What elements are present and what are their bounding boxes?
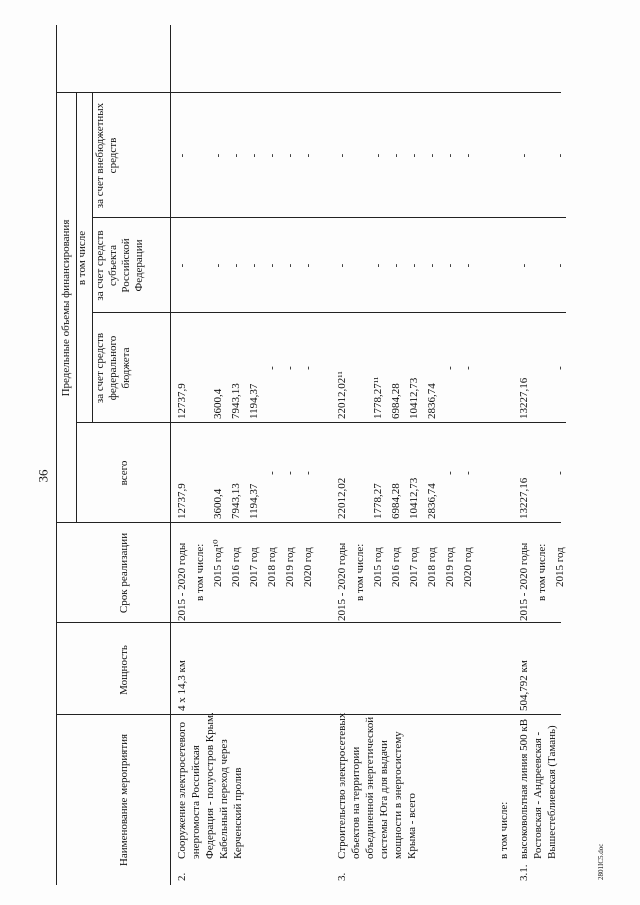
row-name-line: объединенной энергетической (364, 716, 376, 859)
row-period: 2016 год (230, 547, 242, 587)
header-name: Наименование мероприятия (118, 733, 130, 867)
row-name-line: энергомоста Российская (190, 745, 202, 859)
header-including: в том числе (76, 230, 88, 286)
row-total-value: 6984,28 (390, 483, 402, 519)
header-limits-border (76, 93, 77, 523)
row-period: 2017 год (248, 547, 260, 587)
row-extra-value: - (230, 153, 242, 158)
row-extra-value: - (302, 153, 314, 158)
row-regional-value: - (302, 263, 314, 268)
row-period: в том числе: (536, 543, 548, 601)
row-period: 2020 год (302, 547, 314, 587)
table-top-border (56, 25, 57, 885)
row-period: 2018 год (426, 547, 438, 587)
row-total-value: - (444, 471, 456, 475)
row-extra-value: - (462, 153, 474, 158)
column-divider (56, 522, 561, 523)
row-regional-value: - (176, 263, 188, 268)
row-regional-value: - (518, 263, 530, 268)
row-total-value: - (554, 471, 566, 475)
header-including-border (92, 93, 93, 423)
row-period: в том числе: (354, 543, 366, 601)
page-number: 36 (35, 469, 51, 483)
row-name-line: Керченский пролив (232, 767, 244, 859)
row-federal-value: 1194,37 (248, 383, 260, 419)
row-federal-value: - (444, 366, 456, 370)
row-capacity: 504,792 км (518, 660, 530, 711)
row-total-value: 12737,9 (176, 483, 188, 519)
column-divider (56, 714, 561, 715)
row-name-line: Крыма - всего (406, 793, 418, 859)
row-regional-value: - (284, 263, 296, 268)
row-federal-value: 1778,27¹¹ (372, 376, 384, 419)
row-regional-value: - (336, 263, 348, 268)
row-total-value: - (266, 471, 278, 475)
row-period: в том числе: (194, 543, 206, 601)
row-federal-value: 6984,28 (390, 383, 402, 419)
row-federal-value: 13227,16 (518, 377, 530, 419)
header-bottom-border (170, 25, 171, 885)
row-extra-value: - (284, 153, 296, 158)
row-period: 2019 год (284, 547, 296, 587)
row-regional-value: - (248, 263, 260, 268)
row-regional-value: - (426, 263, 438, 268)
row-extra-value: - (372, 153, 384, 158)
column-divider (56, 92, 561, 93)
column-divider (56, 622, 561, 623)
header-capacity: Мощность (118, 645, 130, 695)
row-period: 2017 год (408, 547, 420, 587)
row-extra-value: - (248, 153, 260, 158)
footer-code: 2801IC5.doc (597, 843, 605, 880)
row-total-value: 3600,4 (212, 488, 224, 519)
row-regional-value: - (212, 263, 224, 268)
row-extra-value: - (390, 153, 402, 158)
row-name-line: Сооружение электросетевого (176, 721, 188, 859)
row-name-line: Строительство электросетевых (336, 712, 348, 859)
row-period: 2015 год¹⁰ (212, 539, 224, 587)
row-extra-value: - (266, 153, 278, 158)
row-federal-value: - (554, 366, 566, 370)
row-number: 3. (336, 872, 348, 881)
row-name-line: Федерация - полуостров Крым. (204, 712, 216, 859)
row-period: 2015 - 2020 годы (336, 542, 348, 621)
column-divider (76, 422, 566, 423)
column-divider (92, 312, 566, 313)
row-name-line: Вышестеблиевская (Тамань) (546, 725, 558, 859)
header-federal: за счет средств федерального бюджета (94, 332, 132, 404)
row-federal-value: 7943,13 (230, 383, 242, 419)
row-extra-value: - (426, 153, 438, 158)
row-period: 2020 год (462, 547, 474, 587)
row-federal-value: - (302, 366, 314, 370)
row-extra-value: - (444, 153, 456, 158)
row-total-value: 10412,73 (408, 477, 420, 519)
row-capacity: 4 х 14,3 км (176, 660, 188, 711)
row-federal-value: 10412,73 (408, 377, 420, 419)
row-name-line: мощности в энергосистему (392, 731, 404, 859)
row-name-line: объектов на территории (350, 746, 362, 859)
row-period: 2018 год (266, 547, 278, 587)
row-extra-value: - (176, 153, 188, 158)
header-extra: за счет внебюджетных средств (94, 102, 119, 209)
header-limits: Предельные объемы финансирования (60, 219, 72, 397)
row-name-line: системы Юга для выдачи (378, 740, 390, 859)
row-total-value: 7943,13 (230, 483, 242, 519)
row-name-line: Кабельный переход через (218, 739, 230, 859)
sub-including-label: в том числе: (498, 801, 510, 859)
row-period: 2019 год (444, 547, 456, 587)
row-federal-value: - (462, 366, 474, 370)
row-number: 2. (176, 872, 188, 881)
column-divider (92, 217, 566, 218)
row-period: 2015 год (554, 547, 566, 587)
row-total-value: 13227,16 (518, 477, 530, 519)
row-federal-value: 22012,02¹¹ (336, 371, 348, 419)
row-extra-value: - (554, 153, 566, 158)
row-extra-value: - (518, 153, 530, 158)
header-total: всего (118, 460, 130, 486)
row-extra-value: - (336, 153, 348, 158)
row-name-line: высоковольтная линия 500 кВ (518, 718, 530, 859)
header-period: Срок реализации (118, 532, 130, 614)
row-regional-value: - (230, 263, 242, 268)
row-period: 2015 - 2020 годы (176, 542, 188, 621)
row-regional-value: - (408, 263, 420, 268)
financing-table (60, 25, 566, 885)
row-federal-value: 3600,4 (212, 388, 224, 419)
row-period: 2016 год (390, 547, 402, 587)
row-federal-value: - (266, 366, 278, 370)
row-period: 2015 - 2020 годы (518, 542, 530, 621)
row-number: 3.1. (518, 864, 530, 881)
row-period: 2015 год (372, 547, 384, 587)
row-extra-value: - (408, 153, 420, 158)
header-regional: за счет средств субъекта Российской Федерации (94, 230, 145, 301)
row-total-value: 1194,37 (248, 483, 260, 519)
row-total-value: - (284, 471, 296, 475)
row-total-value: 2836,74 (426, 483, 438, 519)
row-regional-value: - (554, 263, 566, 268)
row-total-value: - (302, 471, 314, 475)
row-total-value: 22012,02 (336, 477, 348, 519)
row-total-value: 1778,27 (372, 483, 384, 519)
rotated-table-area (60, 25, 566, 885)
row-regional-value: - (266, 263, 278, 268)
row-regional-value: - (372, 263, 384, 268)
row-name-line: Ростовская - Андреевская - (532, 731, 544, 859)
row-federal-value: 2836,74 (426, 383, 438, 419)
row-total-value: - (462, 471, 474, 475)
row-federal-value: - (284, 366, 296, 370)
row-regional-value: - (444, 263, 456, 268)
row-regional-value: - (462, 263, 474, 268)
row-extra-value: - (212, 153, 224, 158)
row-federal-value: 12737,9 (176, 383, 188, 419)
row-regional-value: - (390, 263, 402, 268)
